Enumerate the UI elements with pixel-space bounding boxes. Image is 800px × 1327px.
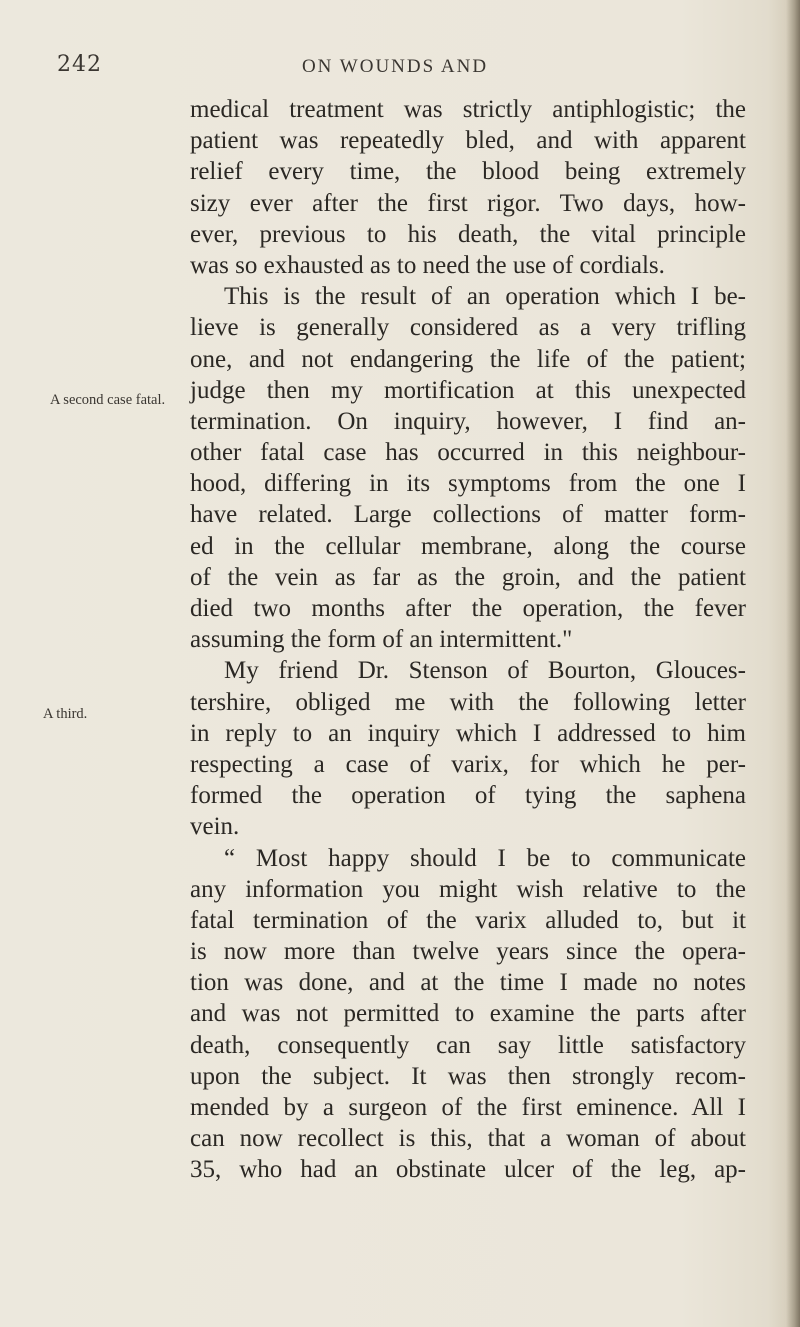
- running-head: [0, 56, 800, 78]
- text-line: of the vein as far as the groin, and the patient: [190, 563, 746, 591]
- text-line: respecting a case of varix, for which he per-: [190, 750, 746, 778]
- text-line: ever, previous to his death, the vital principle: [190, 220, 746, 248]
- text-line: vein.: [190, 813, 240, 841]
- page-edge-shadow: [786, 0, 800, 1327]
- text-line: died two months after the operation, the fever: [190, 595, 746, 622]
- text-line: hood, differing in its symptoms from the one I: [190, 470, 746, 498]
- text-line: mended by a surgeon of the first eminence. All I: [190, 1094, 746, 1121]
- body-text: [190, 94, 746, 1186]
- text-line: 35, who had an obstinate ulcer of the leg, ap-: [190, 1156, 746, 1184]
- margin-note-second-case: A second case fatal.: [50, 392, 166, 408]
- text-line: one, and not endangering the life of the patient;: [190, 345, 746, 373]
- page-number: 242: [57, 52, 102, 77]
- text-line: This is the result of an operation which I be-: [224, 283, 746, 311]
- text-line: judge then my mortification at this unexpected: [190, 376, 746, 404]
- text-line: sizy ever after the first rigor. Two days, how-: [190, 189, 746, 217]
- text-line: other fatal case has occurred in this neighbour-: [190, 439, 746, 467]
- text-line: relief every time, the blood being extremely: [190, 158, 746, 186]
- text-line: have related. Large collections of matter form-: [190, 501, 746, 529]
- text-line: is now more than twelve years since the opera-: [190, 938, 746, 966]
- text-line: “ Most happy should I be to communicate: [224, 844, 746, 872]
- text-line: fatal termination of the varix alluded to, but it: [190, 906, 746, 934]
- text-line: tion was done, and at the time I made no notes: [190, 969, 746, 997]
- text-line: tershire, obliged me with the following letter: [190, 688, 746, 716]
- text-line: patient was repeatedly bled, and with apparent: [190, 127, 746, 155]
- text-line: medical treatment was strictly antiphlogistic; the: [190, 96, 746, 123]
- text-line: ed in the cellular membrane, along the course: [190, 532, 746, 560]
- text-line: My friend Dr. Stenson of Bourton, Glouces-: [224, 657, 746, 685]
- margin-note-third: A third.: [43, 706, 88, 722]
- text-line: in reply to an inquiry which I addressed to him: [190, 719, 746, 747]
- text-line: and was not permitted to examine the parts after: [190, 1000, 746, 1028]
- text-line: any information you might wish relative to the: [190, 875, 746, 903]
- text-line: upon the subject. It was then strongly recom-: [190, 1062, 746, 1090]
- text-line: formed the operation of tying the saphena: [190, 782, 746, 810]
- text-line: can now recollect is this, that a woman of about: [190, 1125, 746, 1153]
- text-line: termination. On inquiry, however, I find an-: [190, 407, 746, 435]
- running-head-text: ON WOUNDS AND: [301, 56, 489, 77]
- text-line: lieve is generally considered as a very trifling: [190, 314, 746, 342]
- text-line: was so exhausted as to need the use of cordials.: [190, 251, 665, 279]
- text-line: assuming the form of an intermittent.": [190, 626, 573, 654]
- text-line: death, consequently can say little satisfactory: [190, 1031, 746, 1059]
